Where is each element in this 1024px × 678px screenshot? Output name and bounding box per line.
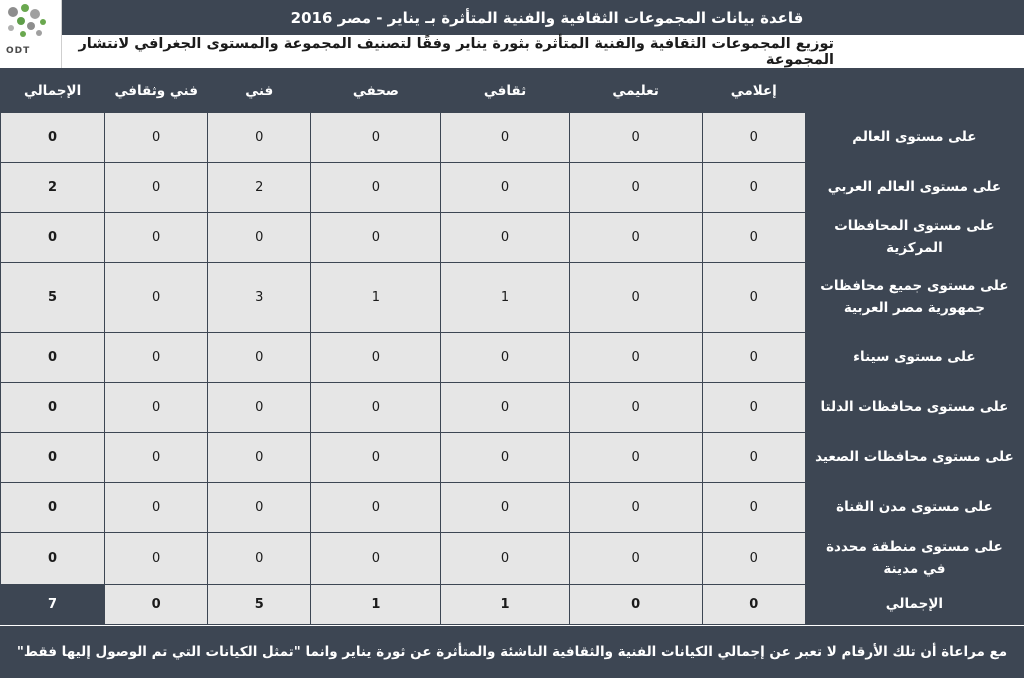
row-label: على مستوى مدن القناة	[805, 483, 1023, 533]
row-total-cell: 0	[1, 433, 105, 483]
table-cell: 0	[569, 333, 702, 383]
table-cell: 0	[311, 483, 441, 533]
row-label: على مستوى العالم العربي	[805, 163, 1023, 213]
table-row	[1, 533, 1024, 585]
row-label: على مستوى جميع محافظات جمهورية مصر العربية	[805, 263, 1023, 333]
table-cell: 3	[208, 263, 311, 333]
row-total-cell: 0	[1, 383, 105, 433]
table-cell: 0	[702, 263, 805, 333]
row-total-cell: 5	[1, 263, 105, 333]
row-total-cell: 0	[1, 333, 105, 383]
table-cell: 0	[441, 483, 569, 533]
table-cell: 0	[441, 383, 569, 433]
column-header: تعليمي	[569, 69, 702, 113]
table-cell: 0	[311, 213, 441, 263]
column-header: الإجمالي	[1, 69, 105, 113]
row-total-cell: 0	[1, 483, 105, 533]
column-header: ثقافي	[441, 69, 569, 113]
row-label: على مستوى المحافظات المركزية	[805, 213, 1023, 263]
table-cell: 0	[105, 333, 208, 383]
logo-dots-icon	[0, 0, 61, 46]
table-cell: 2	[208, 163, 311, 213]
table-row	[1, 213, 1024, 263]
table-cell: 0	[702, 333, 805, 383]
column-header: إعلامي	[702, 69, 805, 113]
table-cell: 0	[208, 483, 311, 533]
logo-text: ODT	[6, 46, 31, 56]
table-row	[1, 163, 1024, 213]
table-cell: 0	[441, 333, 569, 383]
table-row	[1, 333, 1024, 383]
header-row	[1, 69, 1024, 113]
table-cell: 0	[105, 113, 208, 163]
row-label: على مستوى محافظات الصعيد	[805, 433, 1023, 483]
row-label: على مستوى منطقة محددة في مدينة	[805, 533, 1023, 585]
grand-total-cell: 7	[1, 585, 105, 625]
table-cell: 0	[208, 383, 311, 433]
row-total-cell: 0	[1, 533, 105, 585]
page-subtitle: توزيع المجموعات الثقافية والفنية المتأثرة بثورة يناير وفقًا لتصنيف المجموعة والمستوى الجغرافي لانتشار المجموعة	[78, 35, 834, 68]
table-cell: 0	[311, 333, 441, 383]
table-row	[1, 433, 1024, 483]
column-header: صحفي	[311, 69, 441, 113]
total-cell: 5	[208, 585, 311, 625]
table-cell: 0	[569, 213, 702, 263]
table-cell: 0	[208, 433, 311, 483]
table-cell: 0	[208, 113, 311, 163]
table-row	[1, 263, 1024, 333]
total-cell: 0	[702, 585, 805, 625]
table-row	[1, 383, 1024, 433]
row-label: على مستوى سيناء	[805, 333, 1023, 383]
table-cell: 0	[569, 533, 702, 585]
table-cell: 1	[441, 263, 569, 333]
total-row-label: الإجمالي	[805, 585, 1023, 625]
table-cell: 0	[105, 213, 208, 263]
table-cell: 0	[105, 163, 208, 213]
table-cell: 0	[441, 163, 569, 213]
row-total-cell: 0	[1, 113, 105, 163]
total-cell: 0	[569, 585, 702, 625]
total-cell: 1	[311, 585, 441, 625]
row-total-cell: 2	[1, 163, 105, 213]
column-header: فني وثقافي	[105, 69, 208, 113]
page-title: قاعدة بيانات المجموعات الثقافية والفنية المتأثرة بـ يناير - مصر 2016	[290, 8, 804, 27]
table-cell: 0	[105, 433, 208, 483]
table-cell: 0	[702, 213, 805, 263]
table-row	[1, 483, 1024, 533]
table-cell: 0	[441, 433, 569, 483]
row-total-cell: 0	[1, 213, 105, 263]
row-label: على مستوى محافظات الدلتا	[805, 383, 1023, 433]
table-cell: 0	[569, 483, 702, 533]
table-cell: 0	[702, 383, 805, 433]
corner-cell	[805, 69, 1023, 113]
table-cell: 0	[311, 113, 441, 163]
table-cell: 0	[208, 213, 311, 263]
table-cell: 0	[105, 383, 208, 433]
table-cell: 0	[569, 263, 702, 333]
table-cell: 0	[702, 433, 805, 483]
column-header: فني	[208, 69, 311, 113]
table-cell: 0	[105, 483, 208, 533]
table-cell: 1	[311, 263, 441, 333]
table-cell: 0	[208, 333, 311, 383]
table-cell: 0	[569, 113, 702, 163]
table-cell: 0	[702, 163, 805, 213]
total-row	[1, 585, 1024, 625]
table-cell: 0	[441, 533, 569, 585]
logo	[0, 0, 62, 68]
footer-note	[0, 626, 1024, 678]
table-cell: 0	[311, 533, 441, 585]
table-cell: 0	[208, 533, 311, 585]
table-cell: 0	[702, 533, 805, 585]
subtitle-bar	[62, 35, 1024, 68]
table-cell: 0	[702, 113, 805, 163]
table-cell: 0	[105, 533, 208, 585]
table-cell: 0	[441, 113, 569, 163]
table-cell: 0	[441, 213, 569, 263]
table-cell: 0	[569, 433, 702, 483]
total-cell: 0	[105, 585, 208, 625]
table-cell: 0	[569, 383, 702, 433]
title-bar	[0, 0, 1024, 35]
table-cell: 0	[105, 263, 208, 333]
table-cell: 0	[311, 383, 441, 433]
table-cell: 0	[311, 433, 441, 483]
table-cell: 0	[569, 163, 702, 213]
table-cell: 0	[311, 163, 441, 213]
total-cell: 1	[441, 585, 569, 625]
table-row	[1, 113, 1024, 163]
data-table	[0, 68, 1024, 625]
footer-note-text: مع مراعاة أن تلك الأرقام لا تعبر عن إجمالي الكيانات الفنية والثقافية الناشئة والمتأثرة عن ثورة يناير وانما "تمثل الكيانات التي تم الوصول إليها فقط"	[16, 644, 1008, 660]
table-cell: 0	[702, 483, 805, 533]
row-label: على مستوى العالم	[805, 113, 1023, 163]
